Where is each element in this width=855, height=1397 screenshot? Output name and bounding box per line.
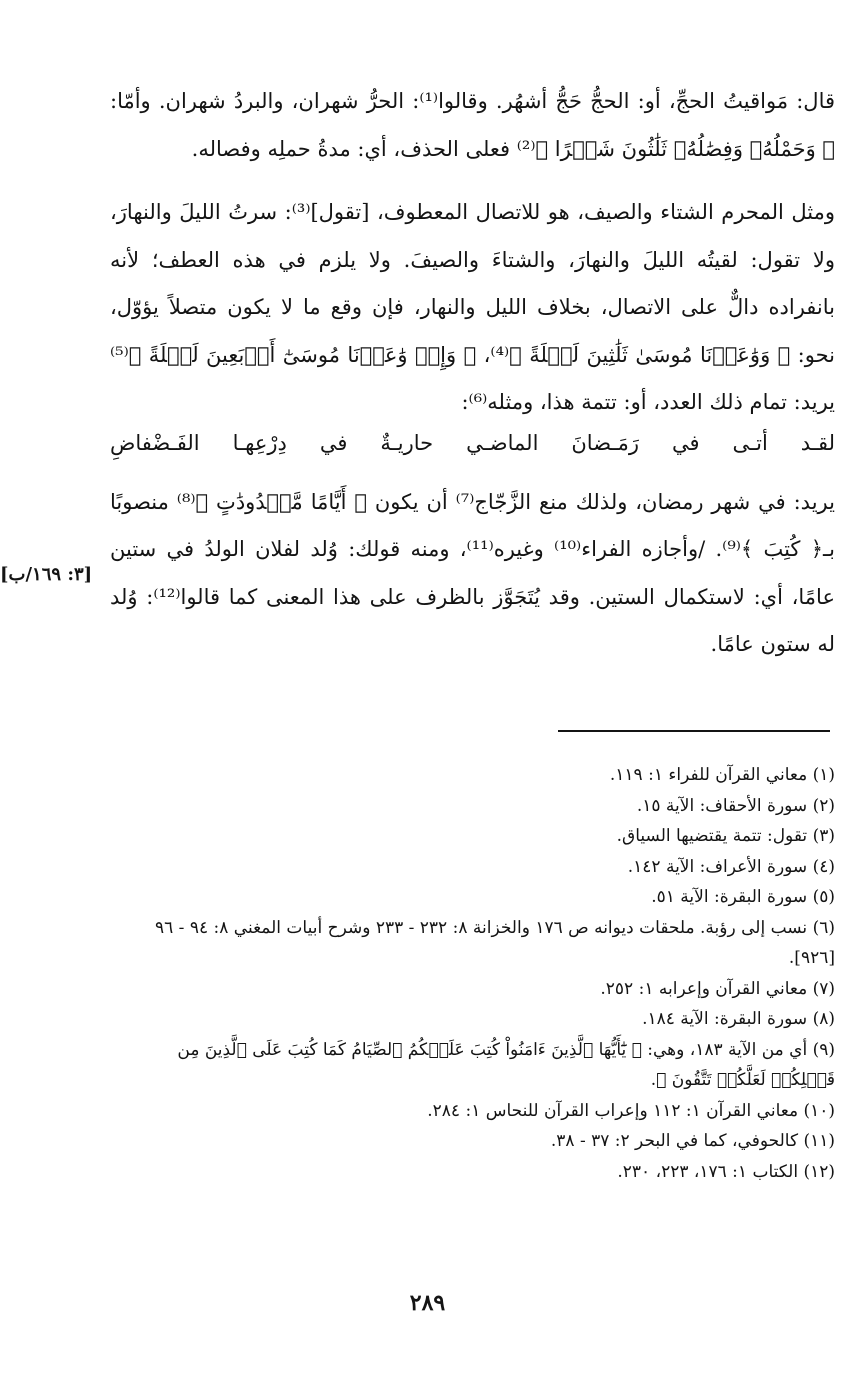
manuscript-margin-reference: [٣: ١٦٩/ب] xyxy=(0,564,93,585)
footnotes xyxy=(110,760,835,1187)
page-number: ٢٨٩ xyxy=(409,1290,446,1316)
paragraph-1: قال: مَواقيتُ الحجِّ، أو: الحجُّ حَجُّ أشهُر. وقالوا⁽¹⁾: الحرُّ شهران، والبردُ شهران. وأمّا: ﴿ وَحَمْلُهُۥ وَفِصَٰلُهُۥ ثَلَٰثُونَ شَهۡرًا ﴾⁽²⁾ فعلى الحذف، أي: مدةُ حملِه وفصاله. xyxy=(110,89,836,161)
footnote-8: (٨) سورة البقرة: الآية ١٨٤. xyxy=(642,1009,835,1029)
footnote-2: (٢) سورة الأحقاف: الآية ١٥. xyxy=(636,795,835,816)
footnote-separator xyxy=(558,730,830,732)
footnote-10: (١٠) معاني القرآن ١: ١١٢ وإعراب القرآن للنحاس ١: ٢٨٤. xyxy=(427,1100,835,1121)
paragraph-3: يريد: في شهر رمضان، ولذلك منع الزَّجّاج⁽⁷⁾ أن يكون ﴿ أَيَّامًا مَّعۡدُودَٰتٍ ﴾⁽⁸⁾ منصوبًا بـ﴿ كُتِبَ ﴾⁽⁹⁾. /وأجازه الفراء⁽¹⁰⁾ وغيره⁽¹¹⁾، ومنه قولك: وُلد لفلان الولدُ في ستين عامًا، أي: لاستكمال الستين. وقد يُتَجَوَّز بالظرف على هذا المعنى كما قالوا⁽¹²⁾: وُلد له ستون عامًا. xyxy=(110,489,835,656)
footnote-1: (١) معاني القرآن للفراء ١: ١١٩. xyxy=(609,765,835,785)
footnote-9: (٩) أي من الآية ١٨٣، وهي: ﴿ يَٰٓأَيُّهَا ٱلَّذِينَ ءَامَنُواْ كُتِبَ عَلَيۡكُمُ ٱلصِّيَامُ كَمَا كُتِبَ عَلَى ٱلَّذِينَ مِن قَبۡلِكُمۡ لَعَلَّكُمۡ تَتَّقُونَ ﴾. xyxy=(177,1039,835,1090)
footnote-3: (٣) تقول: تتمة يقتضيها السياق. xyxy=(616,826,835,846)
footnote-5: (٥) سورة البقرة: الآية ٥١. xyxy=(651,887,835,907)
footnote-7: (٧) معاني القرآن وإعرابه ١: ٢٥٢. xyxy=(600,978,835,999)
footnote-6: (٦) نسب إلى رؤبة. ملحقات ديوانه ص ١٧٦ والخزانة ٨: ٢٣٢ - ٢٣٣ وشرح أبيات المغني ٨: ٩٤ - ٩٦ [٩٢٦]. xyxy=(155,917,835,968)
footnote-12: (١٢) الكتاب ١: ١٧٦، ٢٢٣، ٢٣٠. xyxy=(617,1161,835,1182)
footnote-4: (٤) سورة الأعراف: الآية ١٤٢. xyxy=(627,856,835,877)
paragraph-2: ومثل المحرم الشتاء والصيف، هو للاتصال المعطوف، [تقول]⁽³⁾: سرتُ الليلَ والنهارَ، ولا تقول: لقيتُه الليلَ والنهارَ، والشتاءَ والصيفَ. ولا يلزم في هذه العطف؛ لأنه بانفراده دالٌّ على الاتصال، بخلاف الليل والنهار، فإن وقع ما لا يكون متصلاً يؤوّل، نحو: ﴿ وَوَٰعَدۡنَا مُوسَىٰ ثَلَٰثِينَ لَيۡلَةً ﴾⁽⁴⁾، ﴿ وَإِذۡ وَٰعَدۡنَا مُوسَىٰٓ أَرۡبَعِينَ لَيۡلَةً ﴾⁽⁵⁾ يريد: تمام ذلك العدد، أو: تتمة هذا، ومثله⁽⁶⁾: xyxy=(110,200,836,414)
main-text xyxy=(110,78,835,669)
poetry-verse: لقـد أتـى في رَمَـضانَ الماضـي حاريـةٌ في دِرْعِهـا الفَـضْفاضِ xyxy=(110,430,835,455)
footnote-11: (١١) كالحوفي، كما في البحر ٢: ٣٧ - ٣٨. xyxy=(550,1131,835,1151)
